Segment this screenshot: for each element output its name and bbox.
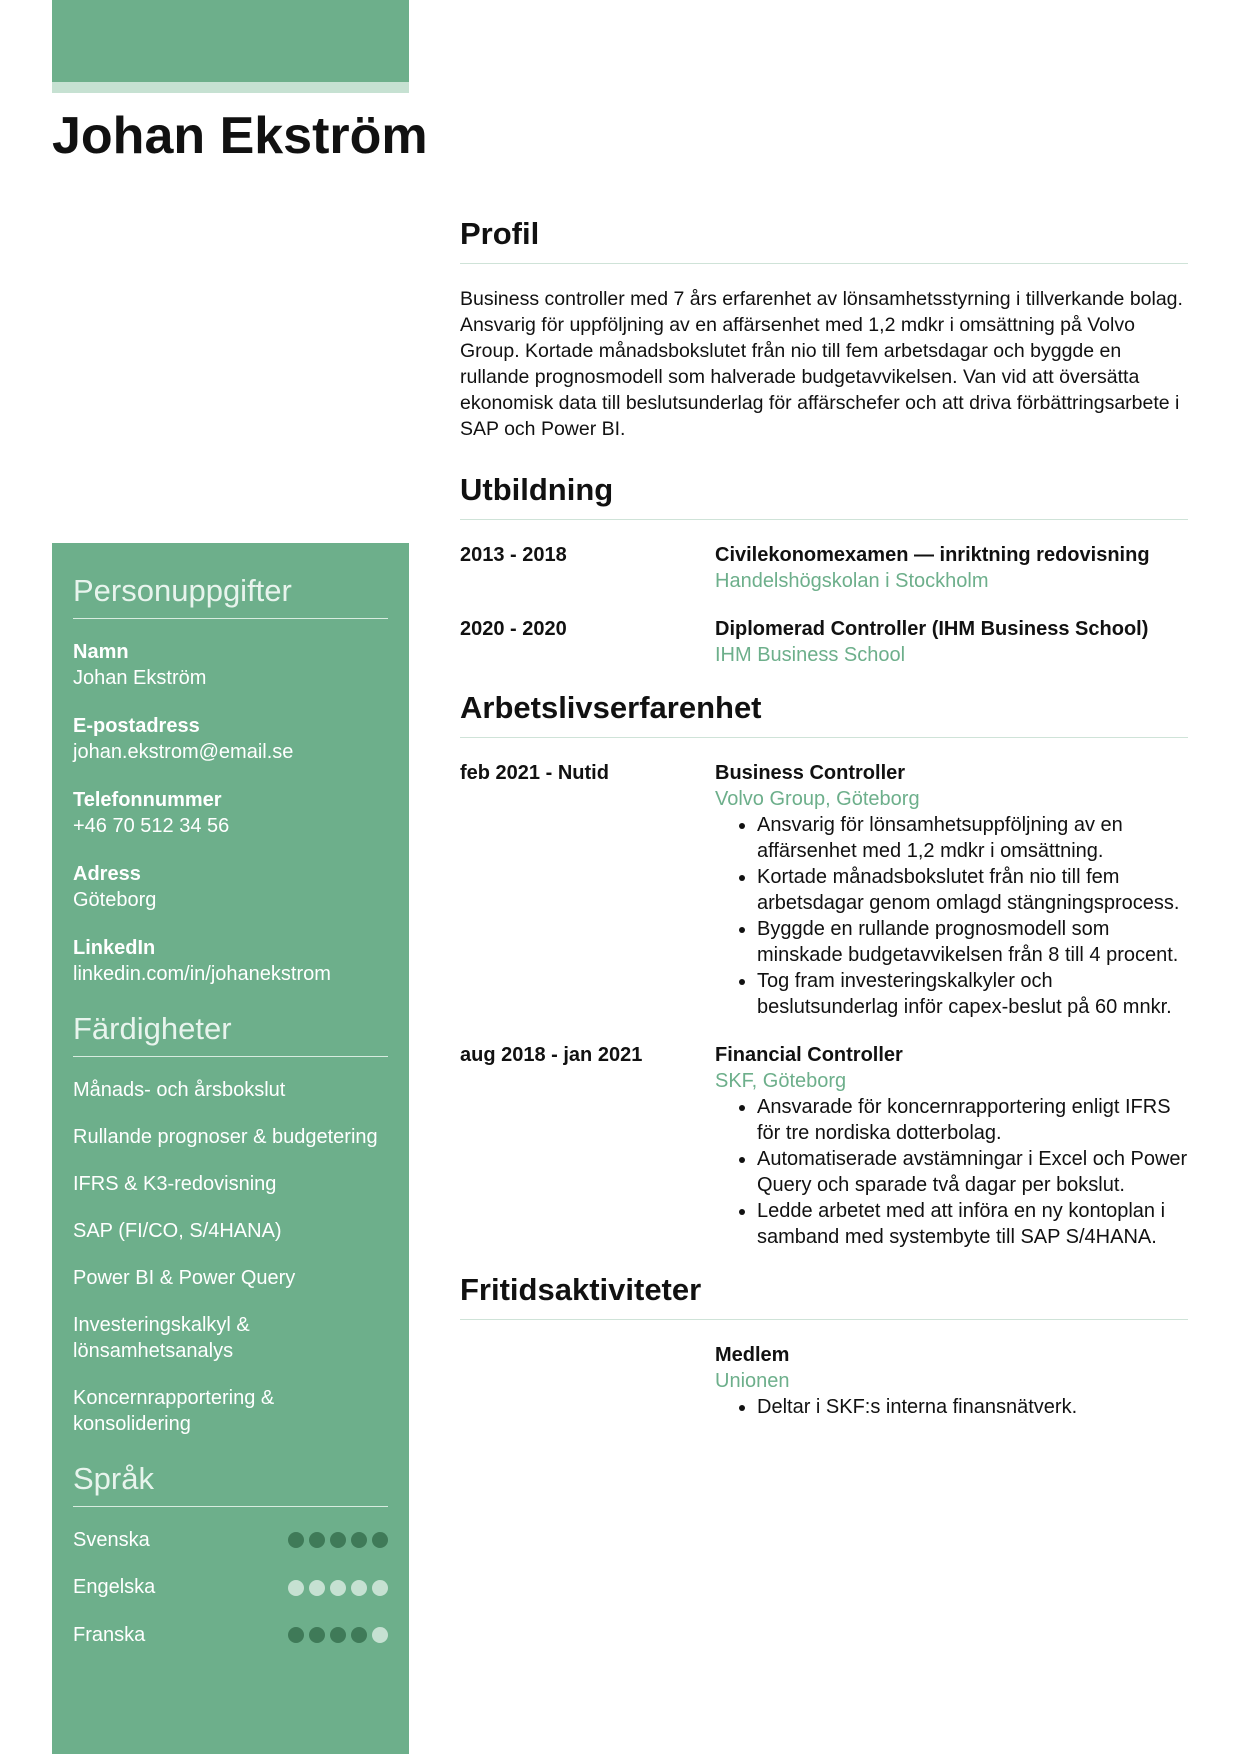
level-dot-empty [330,1580,346,1596]
personal-info-list [73,639,388,987]
skill-item: Månads- och årsbokslut [73,1079,286,1101]
entry-body [715,542,1188,594]
personal-info-email [73,713,388,765]
language-row [73,1575,388,1601]
language-name: Engelska [73,1576,156,1598]
skills-list [73,1077,388,1437]
entry-title: Business Controller [715,762,906,784]
personal-info-address [73,861,388,913]
header-color-block [52,0,409,82]
skills-heading: Färdigheter [73,1011,388,1057]
personal-info-section [73,573,388,987]
sidebar [52,543,409,1754]
level-dot-filled [288,1627,304,1643]
languages-heading: Språk [73,1461,388,1507]
languages-section [73,1461,388,1648]
entry-organization: Unionen [715,1370,790,1392]
entry-company: SKF, Göteborg [715,1070,847,1092]
level-dot-empty [372,1580,388,1596]
entry-date: aug 2018 - jan 2021 [460,1044,643,1066]
level-dot-filled [309,1532,325,1548]
leisure-list [460,1342,1188,1420]
entry-institution: Handelshögskolan i Stockholm [715,570,989,592]
experience-section [460,690,1188,1250]
leisure-section [460,1272,1188,1420]
experience-entry [460,760,1188,1020]
education-entry [460,616,1188,668]
bullet-item: • Tog fram investeringskalkyler och beslutsunderlag inför capex-beslut på 60 mnkr. [757,968,1188,1020]
profile-text: Business controller med 7 års erfarenhet av lönsamhetsstyrning i tillverkande bolag. Ansvarig för uppföljning av en affärsenhet med 1,2 mdkr i omsättning på Volvo Group. Kortade månadsbokslutet från nio till fem arbetsdagar och byggde en rullande prognosmodell som halverade budgetavvikelsen. Van vid att översätta ekonomisk data till beslutsunderlag för affärschefer och att driva förbättringsarbete i SAP och Power BI. [460,288,1183,440]
level-dot-filled [330,1532,346,1548]
entry-body [715,616,1188,668]
skill-item: Koncernrapportering & konsolidering [73,1387,275,1435]
bullet-item: • Deltar i SKF:s interna finansnätverk. [757,1394,1188,1420]
entry-date: feb 2021 - Nutid [460,762,609,784]
skills-section [73,1011,388,1437]
level-dot-filled [330,1627,346,1643]
info-value: Johan Ekström [73,667,207,689]
level-dot-empty [288,1580,304,1596]
language-name: Svenska [73,1528,150,1551]
skill-item: IFRS & K3-redovisning [73,1173,277,1195]
personal-info-linkedin [73,935,388,987]
bullet-item: • Automatiserade avstämningar i Excel och Power Query och sparade två dagar per bokslut. [757,1146,1188,1198]
personal-info-heading: Personuppgifter [73,573,388,619]
main-content [460,216,1188,1442]
bullet-item: • Ansvarig för lönsamhetsuppföljning av en affärsenhet med 1,2 mdkr i omsättning. [757,812,1188,864]
candidate-name: Johan Ekström [52,107,428,165]
entry-bullets [715,1094,1188,1250]
entry-body [715,1342,1188,1420]
level-dot-filled [351,1532,367,1548]
info-label: Namn [73,641,129,663]
info-label: Adress [73,863,141,885]
education-entry [460,542,1188,594]
leisure-entry [460,1342,1188,1420]
personal-info-phone [73,787,388,839]
entry-date: 2020 - 2020 [460,618,567,640]
entry-date: 2013 - 2018 [460,544,567,566]
languages-list [73,1527,388,1648]
entry-bullets [715,812,1188,1020]
experience-heading: Arbetslivserfarenhet [460,690,1188,738]
experience-list [460,760,1188,1250]
entry-company: Volvo Group, Göteborg [715,788,920,810]
entry-body [715,760,1188,1020]
entry-title: Diplomerad Controller (IHM Business School) [715,618,1149,640]
linkedin-link[interactable]: linkedin.com/in/johanekstrom [73,963,331,985]
phone-value: +46 70 512 34 56 [73,815,230,837]
language-level-dots [288,1627,388,1643]
level-dot-filled [288,1532,304,1548]
education-section [460,472,1188,668]
address-value: Göteborg [73,889,157,911]
leisure-heading: Fritidsaktiviteter [460,1272,1188,1320]
level-dot-empty [372,1627,388,1643]
bullet-item: • Ledde arbetet med att införa en ny kontoplan i samband med systembyte till SAP S/4HANA. [757,1198,1188,1250]
entry-title: Financial Controller [715,1044,903,1066]
entry-institution: IHM Business School [715,644,906,666]
language-level-dots [288,1532,388,1548]
education-heading: Utbildning [460,472,1188,520]
header-accent-stripe [52,82,409,93]
level-dot-filled [372,1532,388,1548]
bullet-item: • Ansvarade för koncernrapportering enligt IFRS för tre nordiska dotterbolag. [757,1094,1188,1146]
bullet-item: • Byggde en rullande prognosmodell som minskade budgetavvikelsen från 8 till 4 procent. [757,916,1188,968]
entry-title: Medlem [715,1344,790,1366]
level-dot-empty [309,1580,325,1596]
level-dot-filled [309,1627,325,1643]
entry-title: Civilekonomexamen — inriktning redovisning [715,544,1150,566]
level-dot-empty [351,1580,367,1596]
language-row [73,1622,388,1648]
entry-bullets [715,1394,1188,1420]
skill-item: Rullande prognoser & budgetering [73,1126,378,1148]
info-label: E-postadress [73,715,200,737]
bullet-item: • Kortade månadsbokslutet från nio till fem arbetsdagar genom omlagd stängningsprocess. [757,864,1188,916]
language-row [73,1527,388,1553]
personal-info-name [73,639,388,691]
level-dot-filled [351,1627,367,1643]
profile-section [460,216,1188,442]
skill-item: Power BI & Power Query [73,1267,296,1289]
email-link[interactable]: johan.ekstrom@email.se [73,741,294,763]
profile-heading: Profil [460,216,1188,264]
skill-item: SAP (FI/CO, S/4HANA) [73,1220,282,1242]
experience-entry [460,1042,1188,1250]
skill-item: Investeringskalkyl & lönsamhetsanalys [73,1314,250,1362]
entry-date [460,1342,715,1420]
info-label: LinkedIn [73,937,156,959]
language-level-dots [288,1580,388,1596]
language-name: Franska [73,1623,146,1646]
info-label: Telefonnummer [73,789,222,811]
entry-body [715,1042,1188,1250]
education-list [460,542,1188,668]
